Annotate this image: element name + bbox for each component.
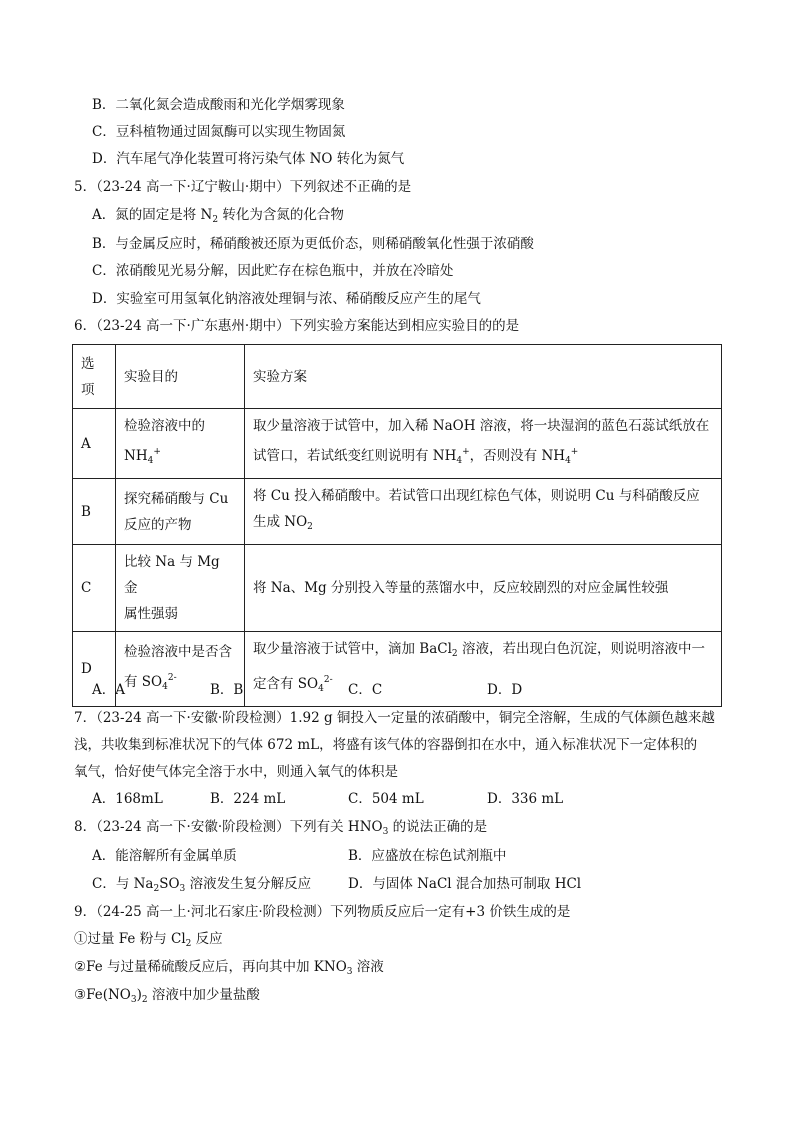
row-c-option: C (73, 545, 116, 632)
q8-c-sub2: 3 (179, 884, 186, 894)
q7-answer-d: D．336 mL (487, 791, 564, 807)
row-a-plan-line1: 取少量溶液于试管中，加入稀 NaOH 溶液，将一块湿润的蓝色石蕊试纸放在 (253, 418, 710, 434)
q4-option-b: B．二氧化氮会造成酸雨和光化学烟雾现象 (92, 97, 345, 113)
header-option-line1: 选 (81, 355, 95, 372)
q5-a-text: A．氮的固定是将 N (92, 207, 213, 223)
row-d-plan-line1 (253, 636, 713, 667)
q7-answer-b: B．224 mL (210, 791, 286, 807)
row-c-goal (116, 545, 245, 632)
q9-item1-end: 反应 (191, 931, 223, 947)
row-b-goal-line2: 反应的产物 (124, 516, 192, 533)
row-b-plan-line2 (253, 509, 713, 540)
q6-answer-c: C．C (348, 682, 383, 698)
table-row-c (73, 545, 722, 632)
row-a-goal-text: 检验溶液中的 NH (124, 418, 205, 464)
row-d-goal-line1: 检验溶液中是否含 (124, 643, 232, 660)
q5-a-text-end: 转化为含氮的化合物 (218, 207, 344, 223)
q8-stem-end: 的说法正确的是 (388, 819, 488, 835)
row-b-plan-l2-sub: 2 (307, 522, 313, 532)
header-option-cell (73, 345, 116, 409)
q9-item1-text: ①过量 Fe 粉与 Cl (74, 931, 186, 947)
q9-item-1 (74, 930, 223, 953)
q9-item2-end: 溶液 (352, 959, 384, 975)
q7-line1: 7．（23-24 高一下·安徽·阶段检测）1.92 g 铜投入一定量的浓硝酸中，铜完全溶解，生成的气体颜色越来越 (74, 710, 715, 726)
q5-a-subscript: 2 (212, 215, 219, 225)
q9-item2-text: ②Fe 与过量稀硫酸反应后，再向其中加 KNO (74, 959, 347, 975)
row-c-goal-line1: 比较 Na 与 Mg 金 (124, 554, 220, 596)
q8-option-d: D．与固体 NaCl 混合加热可制取 HCl (348, 876, 582, 892)
row-c-goal-line2: 属性强弱 (124, 606, 178, 622)
row-d-plan (245, 632, 722, 707)
q8-c-sub1: 2 (153, 884, 160, 894)
row-a-plan-line2 (253, 439, 713, 474)
row-d-plan-l2-sup: 2- (323, 675, 333, 685)
q6-stem: 6．（23-24 高一下·广东惠州·期中）下列实验方案能达到相应实验目的的是 (74, 318, 520, 334)
row-a-plan-l2-sup2: + (570, 447, 579, 457)
q8-option-b: B．应盛放在棕色试剂瓶中 (348, 848, 507, 864)
row-c-plan: 将 Na、Mg 分别投入等量的蒸馏水中，反应较剧烈的对应金属性较强 (245, 545, 722, 632)
q9-item1-sub: 2 (185, 939, 192, 949)
row-b-goal-line1: 探究稀硝酸与 Cu (124, 490, 229, 507)
q6-answer-b: B．B (210, 682, 244, 698)
q9-item-3 (74, 986, 260, 1009)
row-d-plan-l2-text: 定含有 SO (253, 676, 319, 692)
row-a-goal (116, 409, 245, 479)
row-a-option: A (73, 409, 116, 479)
row-b-plan-l2-text: 生成 NO (253, 514, 308, 530)
q8-stem (74, 818, 487, 841)
q6-answer-a: A．A (92, 682, 125, 698)
q9-item3-sub: 3 (130, 995, 137, 1005)
q9-stem: 9．（24-25 高一上·河北石家庄·阶段检测）下列物质反应后一定有+3 价铁生成的是 (74, 904, 571, 920)
row-d-plan-l1-text: 取少量溶液于试管中，滴加 BaCl (253, 641, 452, 657)
q7-line2: 浅，共收集到标准状况下的气体 672 mL，将盛有该气体的容器倒扣在水中，通入标准状况下一定体积的 (74, 737, 698, 753)
q9-item3-sub2: 2 (141, 995, 148, 1005)
row-d-goal-l2-sub: 4 (162, 681, 168, 692)
q9-item2-sub: 3 (346, 967, 353, 977)
q8-c-mid: SO (159, 876, 180, 892)
row-a-plan-l2-sub2: 4 (565, 456, 571, 466)
row-a-goal-sub: 4 (147, 456, 154, 466)
q8-option-a: A．能溶解所有金属单质 (92, 848, 237, 864)
row-a-plan-l2-mid: ，否则没有 NH (469, 448, 566, 464)
table-row-d (73, 632, 722, 707)
q9-item3-text: ③Fe(NO (74, 987, 131, 1003)
q9-item3-mid: ) (136, 987, 142, 1003)
row-d-option: D (73, 632, 116, 707)
q8-c-end: 溶液发生复分解反应 (185, 876, 312, 892)
row-b-plan (245, 479, 722, 545)
row-d-goal-l2-sup: 2- (167, 672, 177, 683)
q5-stem: 5．（23-24 高一下·辽宁鞍山·期中）下列叙述不正确的是 (74, 179, 412, 195)
row-b-goal (116, 479, 245, 545)
row-d-plan-l2-sub: 4 (318, 684, 324, 694)
table-header-row (73, 345, 722, 409)
table-row-a (73, 409, 722, 479)
row-d-plan-l1-sub: 2 (451, 649, 458, 659)
q8-stem-text: 8．（23-24 高一下·安徽·阶段检测）下列有关 HNO (74, 819, 383, 835)
q8-c-text: C．与 Na (92, 876, 154, 892)
header-plan-cell: 实验方案 (245, 345, 722, 409)
q6-experiment-table (72, 344, 722, 707)
row-a-goal-sup: + (153, 447, 161, 457)
row-a-plan-l2-sub: 4 (456, 456, 463, 466)
q7-line3: 氧气，恰好使气体完全溶于水中，则通入氧气的体积是 (74, 764, 398, 780)
header-goal-cell: 实验目的 (116, 345, 245, 409)
q5-option-a (92, 206, 344, 229)
row-d-goal-l2-text: 有 SO (124, 673, 163, 690)
row-a-plan-l2-text: 试管口，若试纸变红则说明有 NH (253, 448, 457, 464)
q8-stem-sub: 3 (382, 827, 389, 837)
q7-answer-c: C．504 mL (348, 791, 424, 807)
row-b-plan-line1: 将 Cu 投入稀硝酸中。若试管口出现红棕色气体，则说明 Cu 与科硝酸反应 (253, 488, 700, 504)
row-b-option: B (73, 479, 116, 545)
header-option-line2: 项 (81, 381, 95, 398)
q9-item-2 (74, 958, 384, 981)
q5-option-b: B．与金属反应时，稀硝酸被还原为更低价态，则稀硝酸氧化性强于浓硝酸 (92, 236, 534, 252)
q5-option-d: D．实验室可用氢氧化钠溶液处理铜与浓、稀硝酸反应产生的尾气 (92, 291, 481, 307)
row-d-plan-line2 (253, 667, 713, 702)
q4-option-d: D．汽车尾气净化装置可将污染气体 NO 转化为氮气 (92, 151, 405, 167)
q9-item3-end: 溶液中加少量盐酸 (147, 987, 260, 1003)
table-row-b (73, 479, 722, 545)
q7-answer-a: A．168mL (92, 791, 163, 807)
row-d-plan-l1-end: 溶液，若出现白色沉淀，则说明溶液中一 (457, 641, 705, 657)
q8-option-c (92, 875, 311, 898)
q5-option-c: C．浓硝酸见光易分解，因此贮存在棕色瓶中，并放在冷暗处 (92, 263, 454, 279)
row-a-plan (245, 409, 722, 479)
q4-option-c: C．豆科植物通过固氮酶可以实现生物固氮 (92, 124, 346, 140)
row-a-plan-l2-sup: + (462, 447, 470, 457)
q6-answer-d: D．D (487, 682, 523, 698)
